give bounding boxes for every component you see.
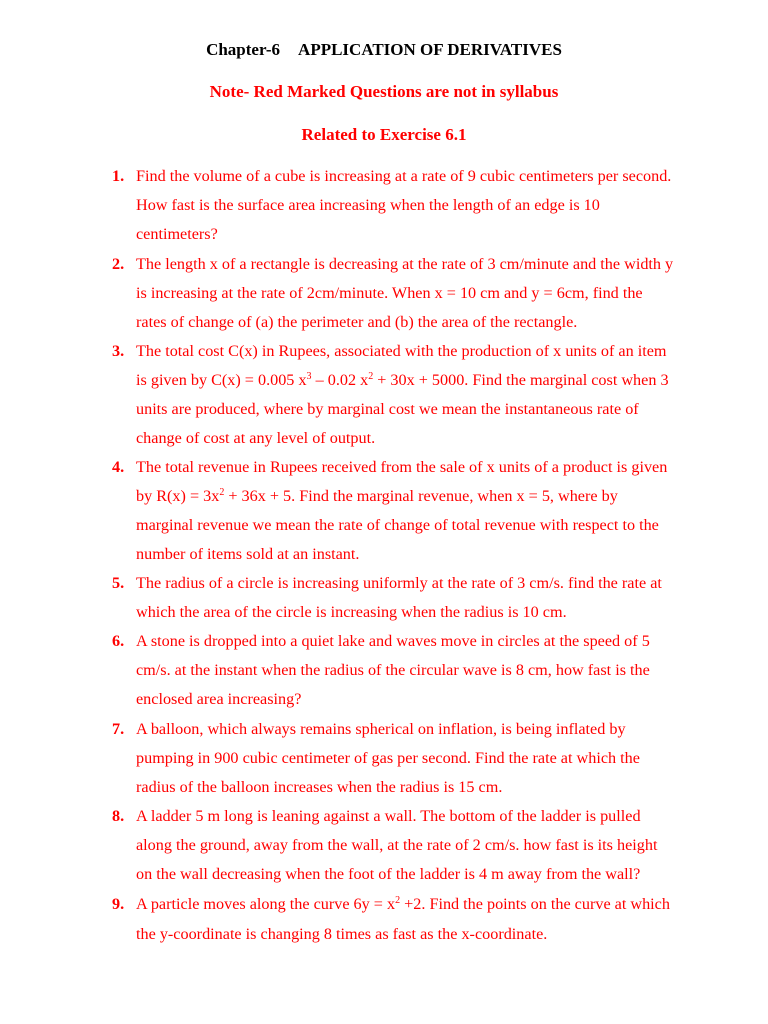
- question-line: rates of change of (a) the perimeter and (b) the area of the rectangle.: [136, 313, 578, 331]
- question-line: The radius of a circle is increasing uniformly at the rate of 3 cm/s. find the rate at: [136, 574, 662, 592]
- question-number: 5.: [112, 574, 125, 592]
- question-number: 1.: [112, 167, 125, 185]
- chapter-name: APPLICATION OF DERIVATIVES: [298, 40, 562, 59]
- question-line: marginal revenue we mean the rate of change of total revenue with respect to the: [136, 516, 659, 534]
- question-line: The total cost C(x) in Rupees, associated with the production of x units of an item: [136, 342, 667, 360]
- question-line: by $R(x) = 3x^2 + 36x + 5$. Find the marginal revenue, when x = 5, where by: [136, 487, 618, 505]
- question-line: units are produced, where by marginal cost we mean the instantaneous rate of: [136, 400, 639, 418]
- question-line: The length x of a rectangle is decreasing at the rate of 3 cm/minute and the width y: [136, 255, 674, 273]
- question-line: centimeters?: [136, 225, 218, 243]
- question-line: How fast is the surface area increasing when the length of an edge is 10: [136, 196, 600, 214]
- question-line: A ladder 5 m long is leaning against a wall. The bottom of the ladder is pulled: [136, 807, 641, 825]
- question-line: on the wall decreasing when the foot of the ladder is 4 m away from the wall?: [136, 865, 641, 883]
- question-line: is given by C(x) = 0.005 $x^3 - 0.02$ $x^2 + 30x + 5000$. Find the marginal cost when 3: [136, 371, 669, 389]
- question-line: which the area of the circle is increasing when the radius is 10 cm.: [136, 603, 567, 621]
- question-line: The total revenue in Rupees received from the sale of x units of a product is given: [136, 458, 668, 476]
- question-line: pumping in 900 cubic centimeter of gas per second. Find the rate at which the: [136, 749, 640, 767]
- chapter-title: [0, 40, 768, 60]
- question-line: enclosed area increasing?: [136, 690, 302, 708]
- question-line: is increasing at the rate of 2cm/minute. When x = 10 cm and y = 6cm, find the: [136, 284, 643, 302]
- question-line: radius of the balloon increases when the radius is 15 cm.: [136, 778, 503, 796]
- chapter-number: Chapter-6: [206, 40, 281, 59]
- question-line: the y-coordinate is changing 8 times as fast as the x-coordinate.: [136, 925, 548, 943]
- question-number: 9.: [112, 895, 125, 913]
- question-number: 8.: [112, 807, 125, 825]
- question-number: 4.: [112, 458, 125, 476]
- question-line: along the ground, away from the wall, at the rate of 2 cm/s. how fast is its height: [136, 836, 658, 854]
- question-number: 3.: [112, 342, 125, 360]
- question-line: number of items sold at an instant.: [136, 545, 360, 563]
- question-line: A stone is dropped into a quiet lake and waves move in circles at the speed of 5: [136, 632, 650, 650]
- question-line: cm/s. at the instant when the radius of the circular wave is 8 cm, how fast is the: [136, 661, 650, 679]
- question-line: change of cost at any level of output.: [136, 429, 376, 447]
- syllabus-note: Note- Red Marked Questions are not in syllabus: [209, 82, 559, 101]
- question-number: 6.: [112, 632, 125, 650]
- question-line: A particle moves along the curve $6y = x^2 +2$. Find the points on the curve at which: [136, 895, 670, 913]
- question-number: 7.: [112, 720, 125, 738]
- question-line: A balloon, which always remains spherical on inflation, is being inflated by: [136, 720, 626, 738]
- question-number: 2.: [112, 255, 125, 273]
- question-line: Find the volume of a cube is increasing at a rate of 9 cubic centimeters per second.: [136, 167, 672, 185]
- exercise-heading: Related to Exercise 6.1: [301, 125, 467, 144]
